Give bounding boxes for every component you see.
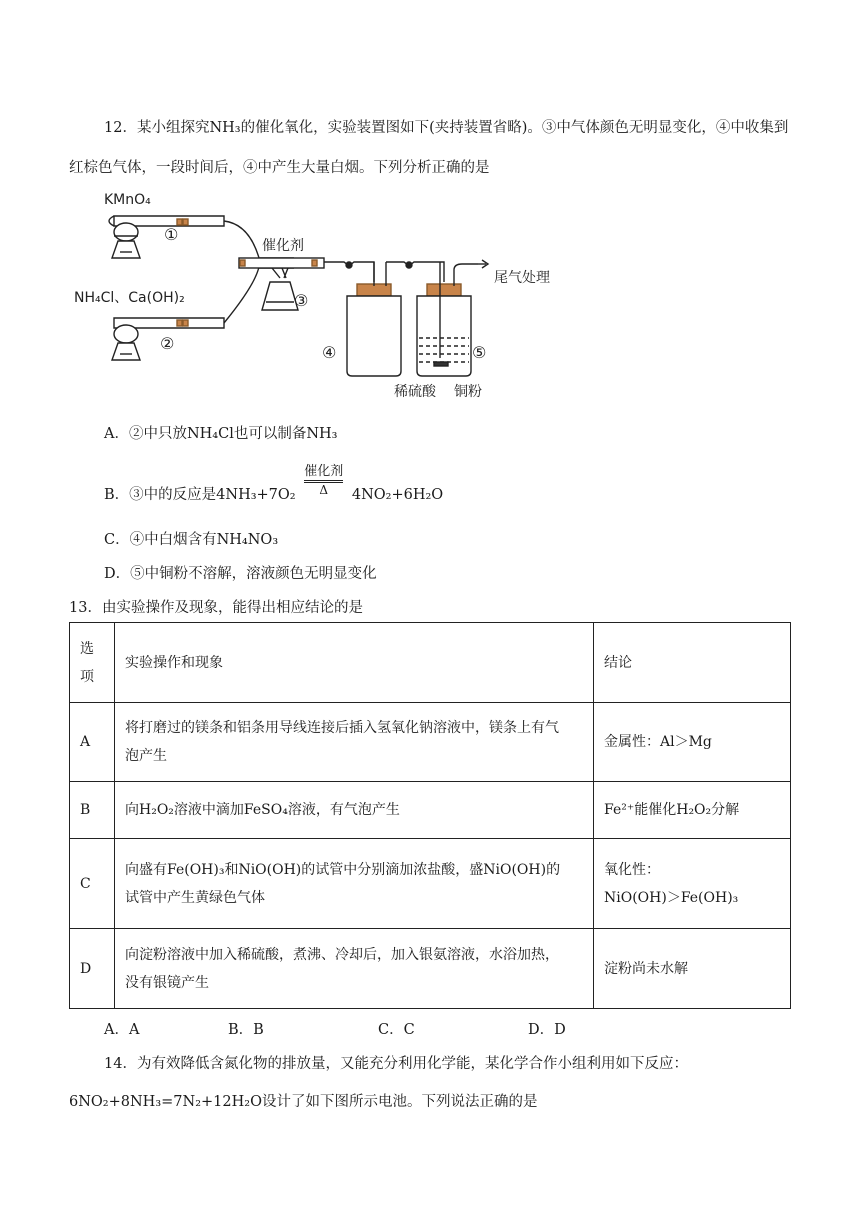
q14-stem-line1: 14．为有效降低含氮化物的排放量，又能充分利用化学能，某化学合作小组利用如下反应： (104, 1056, 688, 1072)
bottle-5 (417, 262, 478, 376)
q12-stem-line1: 12．某小组探究NH₃的催化氧化，实验装置图如下(夹持装置省略)。③中气体颜色无明显变化，④中收集到 (104, 120, 789, 136)
q13-choice-c: C．C (378, 1022, 415, 1038)
table-row (70, 782, 791, 839)
q13-stem: 13．由实验操作及现象，能得出相应结论的是 (69, 600, 363, 616)
q13-choice-d: D．D (528, 1022, 566, 1038)
label-kmno4: KMnO₄ (104, 192, 151, 208)
table-header-row (70, 623, 791, 703)
q13-choice-b: B．B (228, 1022, 264, 1038)
condition-catalyst: 催化剂 (304, 464, 344, 479)
label-tail-gas: 尾气处理 (494, 270, 550, 286)
table-row (70, 929, 791, 1009)
label-nh4cl-caoh2: NH₄Cl、Ca(OH)₂ (74, 290, 185, 306)
row-label: C (70, 839, 115, 929)
q13-choice-a: A．A (104, 1022, 140, 1038)
row-label: D (70, 929, 115, 1009)
row-conclusion: 淀粉尚未水解 (594, 929, 791, 1009)
label-copper-powder: 铜粉 (454, 384, 482, 400)
q12-option-d: D．⑤中铜粉不溶解，溶液颜色无明显变化 (104, 566, 377, 582)
row-conclusion: Fe²⁺能催化H₂O₂分解 (594, 782, 791, 839)
row-conclusion: 氧化性： NiO(OH)＞Fe(OH)₃ (594, 839, 791, 929)
label-3: ③ (294, 291, 309, 310)
row-operation: 向淀粉溶液中加入稀硫酸，煮沸、冷却后，加入银氨溶液，水浴加热， 没有银镜产生 (115, 929, 594, 1009)
header-conclusion: 结论 (594, 623, 791, 703)
bottle-4 (347, 262, 401, 376)
experiment-table (69, 622, 791, 1009)
row-label: B (70, 782, 115, 839)
label-4: ④ (322, 343, 337, 362)
row-label: A (70, 703, 115, 782)
q12-option-b (104, 466, 443, 506)
q12-option-c: C．④中白烟含有NH₄NO₃ (104, 532, 279, 548)
label-2: ② (160, 334, 175, 353)
table-row (70, 703, 791, 782)
header-operation: 实验操作和现象 (115, 623, 594, 703)
label-1: ① (164, 225, 179, 244)
label-dilute-acid: 稀硫酸 (394, 384, 436, 400)
row-conclusion: 金属性：Al＞Mg (594, 703, 791, 782)
header-option: 选 项 (70, 623, 115, 703)
label-5: ⑤ (472, 343, 487, 362)
q12-stem-line2: 红棕色气体，一段时间后，④中产生大量白烟。下列分析正确的是 (69, 160, 490, 176)
q12-option-b-prefix: B．③中的反应是4NH₃+7O₂ (104, 486, 296, 503)
q12-option-a: A．②中只放NH₄Cl也可以制备NH₃ (104, 426, 338, 442)
row-operation: 向H₂O₂溶液中滴加FeSO₄溶液，有气泡产生 (115, 782, 594, 839)
row-operation: 将打磨过的镁条和铝条用导线连接后插入氢氧化钠溶液中，镁条上有气 泡产生 (115, 703, 594, 782)
condition-heat: Δ (319, 483, 329, 497)
q14-stem-line2: 6NO₂+8NH₃=7N₂+12H₂O设计了如下图所示电池。下列说法正确的是 (69, 1094, 538, 1110)
row-operation: 向盛有Fe(OH)₃和NiO(OH)的试管中分别滴加浓盐酸，盛NiO(OH)的 试管中产生黄绿色气体 (115, 839, 594, 929)
table-row (70, 839, 791, 929)
experiment-apparatus-diagram (74, 186, 574, 408)
label-catalyst: 催化剂 (262, 238, 304, 254)
q12-option-b-suffix: 4NO₂+6H₂O (351, 486, 444, 503)
reaction-condition (304, 464, 343, 497)
